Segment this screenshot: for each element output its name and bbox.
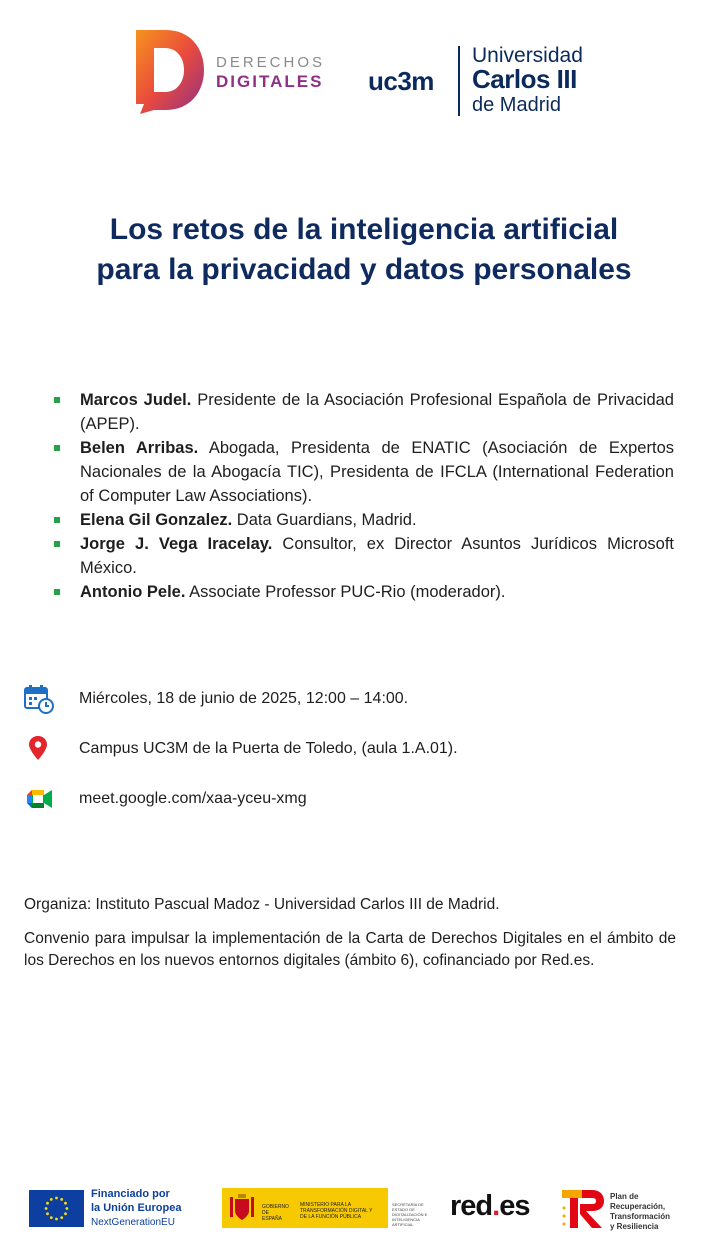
- ministerio-text: MINISTERIO PARA LA TRANSFORMACIÓN DIGITAL Y DE LA FUNCIÓN PÚBLICA: [300, 1202, 373, 1220]
- bullet-icon: [54, 517, 60, 523]
- speaker-description: Associate Professor PUC-Rio (moderador).: [185, 583, 506, 601]
- bullet-icon: [54, 445, 60, 451]
- prtr-mark-icon: [558, 1186, 606, 1230]
- event-location-text: Campus UC3M de la Puerta de Toledo, (aula 1.A.01).: [79, 740, 458, 757]
- digitales-text: DIGITALES: [216, 72, 324, 91]
- prtr-line-3: Transformación: [610, 1212, 671, 1221]
- convenio-text: Convenio para impulsar la implementación de la Carta de Derechos Digitales en el ámbito de los Derechos en los nuevos entornos digitales (ámbito 6), cofinanciado por Red.es.: [24, 930, 676, 969]
- event-location-row: [24, 734, 704, 764]
- uc3m-short-text: uc3m: [368, 66, 434, 96]
- eu-stars-icon: [29, 1190, 84, 1227]
- uc3m-madrid-text: de Madrid: [472, 94, 561, 116]
- speaker-description: Consultor, ex Director Asuntos Jurídicos Microsoft México.: [80, 535, 674, 577]
- speaker-item: [52, 532, 674, 580]
- speaker-name: Belen Arribas.: [80, 439, 199, 457]
- uc3m-carlos-text: Carlos III: [472, 64, 577, 94]
- title-line-2: para la privacidad y datos personales: [96, 253, 632, 286]
- reds-dot: .: [492, 1190, 500, 1222]
- eu-flag-icon: [29, 1190, 84, 1227]
- derechos-digitales-logo: [132, 28, 342, 118]
- event-date-text: Miércoles, 18 de junio de 2025, 12:00 – 14:00.: [79, 690, 409, 707]
- uc3m-divider: [458, 46, 460, 116]
- reds-tld: es: [499, 1190, 530, 1222]
- eu-nextgen-text: NextGenerationEU: [91, 1217, 175, 1228]
- calendar-clock-icon: [24, 684, 54, 714]
- speaker-name: Marcos Judel.: [80, 391, 192, 409]
- event-date-row: [24, 684, 704, 714]
- prtr-line-2: Recuperación,: [610, 1202, 666, 1211]
- uc3m-logo: [368, 44, 590, 120]
- gobierno-text: GOBIERNO DE ESPAÑA: [262, 1204, 289, 1222]
- meet-link[interactable]: meet.google.com/xaa-yceu-xmg: [79, 790, 307, 807]
- secretaria-text: SECRETARÍA DE ESTADO DE DIGITALIZACIÓN E INTELIGENCIA ARTIFICIAL: [392, 1202, 428, 1227]
- uc3m-universidad-text: Universidad: [472, 44, 583, 67]
- prtr-line-1: Plan de: [610, 1192, 639, 1201]
- reds-name: red: [450, 1190, 493, 1222]
- gobierno-espana-logo: [222, 1188, 438, 1228]
- eu-union-text: la Unión Europea: [91, 1202, 182, 1214]
- speaker-name: Elena Gil Gonzalez.: [80, 511, 233, 529]
- speaker-name: Jorge J. Vega Iracelay.: [80, 535, 273, 553]
- bullet-icon: [54, 541, 60, 547]
- bullet-icon: [54, 589, 60, 595]
- title-line-1: Los retos de la inteligencia artificial: [109, 213, 619, 246]
- prtr-text: [610, 1192, 670, 1232]
- speaker-name: Antonio Pele.: [80, 583, 186, 601]
- speaker-description: Presidente de la Asociación Profesional Española de Privacidad (APEP).: [80, 391, 674, 433]
- speaker-description: Data Guardians, Madrid.: [232, 511, 417, 529]
- bullet-icon: [54, 397, 60, 403]
- speaker-item: [52, 508, 674, 532]
- derechos-text: DERECHOS: [216, 54, 326, 71]
- spain-shield-icon: [228, 1193, 256, 1223]
- speaker-item: [52, 388, 674, 436]
- derechos-digitales-mark-icon: [132, 28, 206, 114]
- footer-logos: [0, 1180, 728, 1240]
- organizer-text: Organiza: Instituto Pascual Madoz - Universidad Carlos III de Madrid.: [24, 896, 500, 913]
- google-meet-icon: [24, 784, 54, 814]
- speaker-list: [52, 388, 674, 604]
- event-meet-row: [24, 784, 704, 814]
- eu-financiado-text: Financiado por: [91, 1188, 170, 1200]
- map-pin-icon: [24, 734, 54, 764]
- page-title: [40, 210, 688, 290]
- speaker-item: [52, 580, 674, 604]
- reds-logo: [450, 1190, 529, 1223]
- prtr-line-4: y Resiliencia: [610, 1222, 659, 1231]
- speaker-description: Abogada, Presidenta de ENATIC (Asociación de Expertos Nacionales de la Abogacía TIC), Presidenta de IFCLA (International Federation of Computer Law Associations).: [80, 439, 674, 505]
- speaker-item: [52, 436, 674, 508]
